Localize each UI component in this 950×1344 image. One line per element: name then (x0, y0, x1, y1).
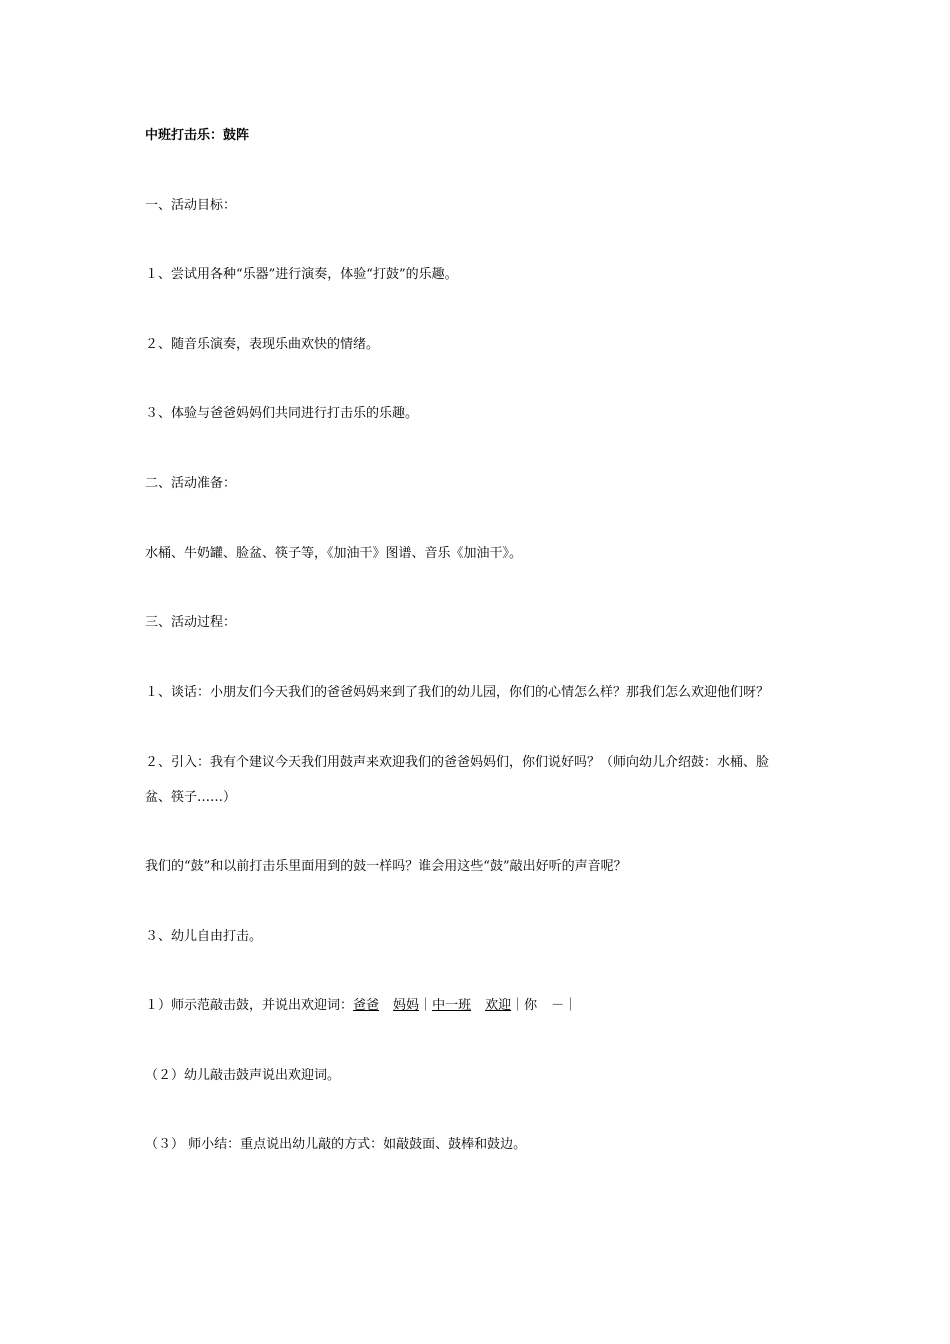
question-text: 我们的“鼓”和以前打击乐里面用到的鼓一样吗？谁会用这些“鼓”敲出好听的声音呢？ (145, 859, 627, 874)
goal-item-3: ３、体验与爸爸妈妈们共同进行打击乐的乐趣。 (145, 406, 419, 421)
goal-item-1: １、尝试用各种“乐器”进行演奏，体验“打鼓”的乐趣。 (145, 267, 458, 282)
document-title: 中班打击乐：鼓阵 (145, 128, 250, 143)
dash-mark: － (551, 998, 565, 1013)
welcome-word-class: 中一班 (432, 998, 472, 1013)
process-step-1: １、谈话：小朋友们今天我们的爸爸妈妈来到了我们的幼儿园，你们的心情怎么样？那我们怎么欢迎他们呀？ (145, 685, 770, 700)
sub-step-1-prefix: １）师示范敲击鼓，并说出欢迎词： (145, 998, 354, 1013)
sub-step-2: （２）幼儿敲击鼓声说出欢迎词。 (145, 1068, 341, 1083)
section-heading-goals: 一、活动目标： (145, 198, 237, 213)
goal-item-2: ２、随音乐演奏，表现乐曲欢快的情绪。 (145, 337, 380, 352)
section-heading-preparation: 二、活动准备： (145, 476, 237, 491)
welcome-word-huanying: 欢迎 (485, 998, 512, 1013)
section-heading-process: 三、活动过程： (145, 615, 237, 630)
welcome-word-baba: 爸爸 (353, 998, 380, 1013)
sub-step-3: （３） 师小结：重点说出幼儿敲的方式：如敲鼓面、鼓棒和鼓边。 (145, 1137, 527, 1152)
bar-line-2: ｜ (511, 998, 525, 1013)
welcome-word-ni: 你 (524, 998, 538, 1013)
process-step-3: ３、幼儿自由打击。 (145, 929, 263, 944)
sub-step-1 (145, 997, 577, 1015)
welcome-word-mama: 妈妈 (393, 998, 420, 1013)
bar-line-1: ｜ (419, 998, 433, 1013)
process-step-2-line-2: 盆、筷子……） (145, 790, 237, 805)
process-step-2-line-1: ２、引入：我有个建议今天我们用鼓声来欢迎我们的爸爸妈妈们，你们说好吗？（师向幼儿介绍鼓：水桶、脸 (145, 755, 770, 770)
preparation-text: 水桶、牛奶罐、脸盆、筷子等，《加油干》图谱、音乐《加油干》。 (145, 546, 523, 561)
bar-line-3: ｜ (564, 998, 578, 1013)
